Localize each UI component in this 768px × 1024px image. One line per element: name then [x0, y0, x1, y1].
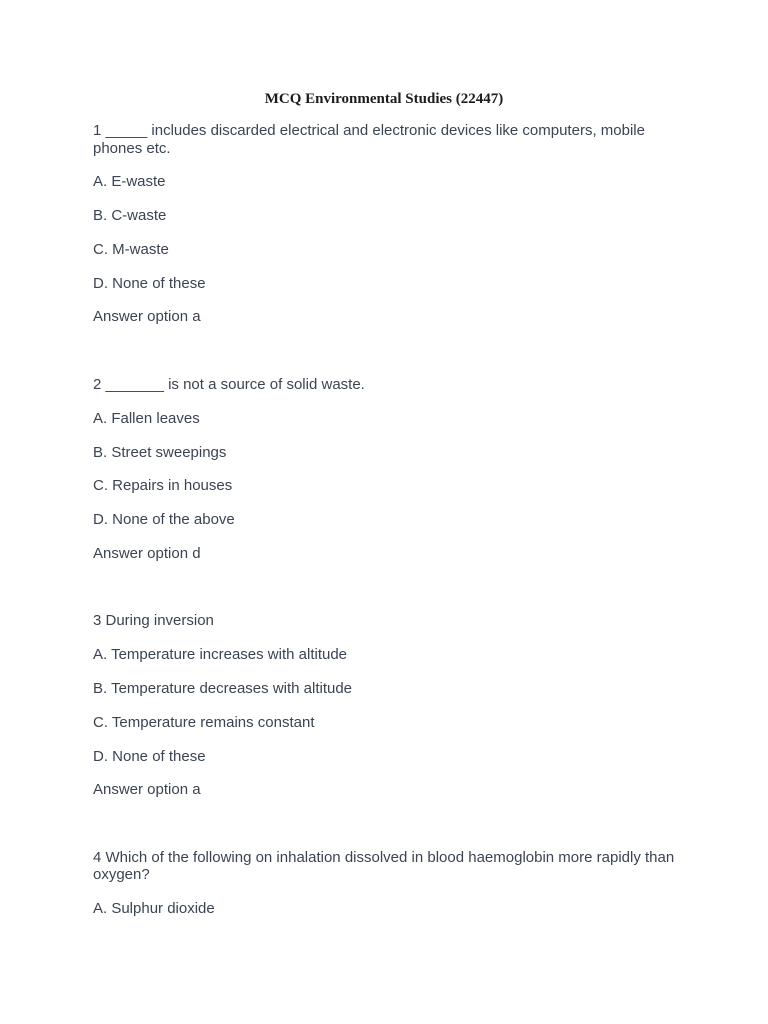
question-text: 2 _______ is not a source of solid waste. [93, 375, 365, 393]
option-d: D. None of these [93, 747, 206, 765]
option-c: C. Temperature remains constant [93, 713, 315, 731]
option-b: B. C-waste [93, 207, 167, 225]
question-text: 3 During inversion [93, 612, 214, 630]
answer-text: Answer option a [93, 781, 201, 799]
question-1 [93, 122, 683, 326]
option-c: C. M-waste [93, 240, 169, 258]
question-3 [93, 612, 683, 798]
page-title: MCQ Environmental Studies (22447) [264, 91, 504, 107]
option-b: B. Temperature decreases with altitude [93, 680, 353, 698]
question-text: 1 _____ includes discarded electrical and electronic devices like computers, mobile phones etc. [93, 122, 645, 157]
question-2 [93, 376, 683, 562]
answer-text: Answer option d [93, 544, 201, 562]
option-a: A. E-waste [93, 173, 166, 191]
question-text: 4 Which of the following on inhalation dissolved in blood haemoglobin more rapidly than oxygen? [93, 848, 675, 884]
option-a: A. Sulphur dioxide [93, 900, 215, 918]
question-list [93, 122, 683, 918]
option-a: A. Fallen leaves [93, 409, 200, 427]
question-4 [93, 849, 683, 918]
option-a: A. Temperature increases with altitude [93, 646, 348, 664]
answer-text: Answer option a [93, 308, 201, 326]
option-c: C. Repairs in houses [93, 477, 233, 495]
option-d: D. None of the above [93, 511, 235, 529]
option-d: D. None of these [93, 274, 206, 292]
option-b: B. Street sweepings [93, 443, 227, 461]
